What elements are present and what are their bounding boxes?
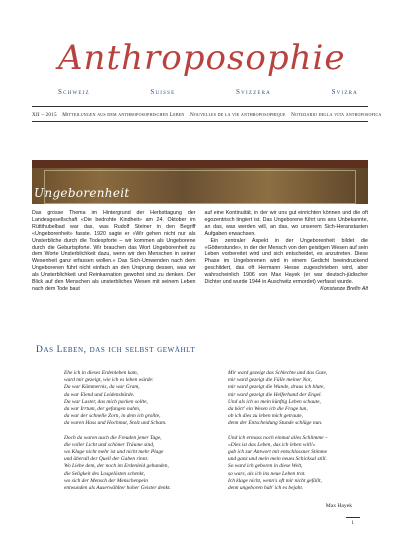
poem-line: Doch da waren auch die Freuden jener Tage, <box>64 434 162 441</box>
article-paragraph: auf eine Kontinuität, in der wir uns gut einrichten können und die oft egozentrisch tingiert ist. Das Ungeborene führt uns ans Unbekannte, an das, was werden will, an das, wo unserem Sich-Heranstasten Aufgaben erwachsen. <box>204 210 368 237</box>
poem-column-right <box>228 370 364 499</box>
poem-line: mir ward gezeigt die Wunde, draus ich blute, <box>228 384 325 391</box>
poem-stanza <box>228 370 364 428</box>
poem-line: Und ich ermass noch einmal alles Schlimme – <box>228 434 328 441</box>
article-paragraph: Das grosse Thema im Hintergrund der Herbsttagung der Landesgesellschaft «Die bedrohte Kindheit» am 24. Oktober im Rüttihubelbad war das, was Rudolf Steiner in den Begriff «Ungeborenheit» fasste. 1920 sagte er «Wir gehen nicht nur als Unsterbliche durch die Todespforte – wir kommen als Ungeborene durch die Geburtspforte. Wir brauchen das Wort Ungeborenheit zu dem Worte Unsterblichkeit dazu, wenn wir den Menschen in seiner Wesenheit ganz erfassen wollen.» Das Sich-Umwenden nach dem Ungeborenen führt nicht einfach an den Ursprung dessen, was wir als Unsterblichkeit und Reinkarnation gewohnt sind zu denken. Der Blick auf den Menschen als unsterbliches Wesen mit seinem Leben nach dem Tode baut <box>32 210 196 292</box>
country-suisse: Suisse <box>150 88 176 96</box>
country-schweiz: Schweiz <box>58 88 90 96</box>
poem-line: Und als ich so mein künftig Leben schaute, <box>228 398 321 405</box>
poem-stanza <box>228 435 364 493</box>
poem-body <box>64 370 364 499</box>
poem-line: mir ward gezeigt die Fülle meiner Not, <box>228 377 312 384</box>
poem-line: wo Klage nicht mehr ist und nicht mehr Plage <box>64 449 164 456</box>
poem-column-left <box>64 370 200 499</box>
poem-line: mir ward gezeigt die Helferhand der Engel. <box>228 391 322 398</box>
article-banner-image <box>32 160 368 204</box>
poem-line: ob ich dies zu leben mich getraute, <box>228 413 304 420</box>
poem-line: und überall der Quell der Gaben rinnt. <box>64 456 149 463</box>
poem-author: Max Hayek <box>325 503 352 509</box>
poem-line: gab ich zur Antwort mit entschlossner Stimme <box>228 449 328 456</box>
country-svizra: Svizra <box>331 88 358 96</box>
poem-line: Ich klage nicht, wenn's oft mir nicht gefällt, <box>228 477 322 484</box>
poem-line: da war Elend und Leidensbürde. <box>64 391 135 398</box>
header-rule-bottom <box>32 121 368 122</box>
article-author: Konstanze Brefin Alt <box>320 285 368 292</box>
poem-line: So ward ich geboren in diese Welt, <box>228 463 303 470</box>
article-column-right <box>205 210 369 293</box>
poem-stanza <box>64 370 200 428</box>
poem-line: da hört' ein Wesen ich die Frage tun, <box>228 406 308 413</box>
issue-line <box>32 112 382 118</box>
poem-line: Da war Kümmernis, da war Gram, <box>64 384 140 391</box>
masthead <box>58 38 358 82</box>
article-title: Ungeborenheit <box>34 186 130 200</box>
poem-line: die Seligkeit des Losgelösten schenkt, <box>64 470 145 477</box>
poem-line: Mir ward gezeigt das Schlechte und das Gute, <box>228 370 328 376</box>
poem-line: Ehe ich in dieses Erdenleben kam, <box>64 370 139 376</box>
issue-part-it: Notiziario della vita antroposofica <box>291 112 382 118</box>
issue-part-fr: Nouvelles de la vie anthroposophique <box>189 112 286 118</box>
poem-stanza <box>64 435 200 493</box>
issue-part-de: Mitteilungen aus dem anthroposophischen Leben <box>62 112 185 118</box>
issue-number: XII – 2015 <box>32 112 57 118</box>
page-number-rule <box>346 517 360 518</box>
country-svizzera: Svizzera <box>236 88 271 96</box>
poem-line: Da war Laster, das mich packen sollte, <box>64 398 148 405</box>
poem-line: entwunden als Auserwählter hoher Geister denkt. <box>64 485 171 492</box>
poem-line: denn ungeboren hab' ich es bejaht. <box>228 485 304 492</box>
poem-line: da war Irrtum, der gefangen nahm, <box>64 406 141 413</box>
poem-line: da war der schnelle Zorn, in dem ich grollte, <box>64 413 161 420</box>
article-column-left <box>32 210 196 293</box>
article-body <box>32 210 368 293</box>
poem-line: denn der Entscheidung Stunde schlüge nun. <box>228 420 323 427</box>
article-paragraph: Ein zentraler Aspekt in der Ungeborenheit bildet die «Götterstunde», in der der Mensch von den geistigen Wesen auf sein Leben vorbereitet wird und sich entscheidet, es anzutreten. Diese Phase im Ungeborenen wird in einem Gedicht beeindruckend geschildert, das oft Hermann Hesse zugeschrieben wird, aber wahrscheinlich 1906 von Max Hayek (er war deutsch-jüdischer Dichter und wurde 1944 in Auschwitz ermordet) verfasst wurde. <box>204 237 368 286</box>
poem-title: Das Leben, das ich selbst gewählt <box>36 345 196 355</box>
poem-line: Wo Liebe dem, der noch im Erdenleid gebunden, <box>64 463 169 470</box>
header-rule-top <box>32 106 368 107</box>
poem-line: und ganz und mein mein neues Schicksal still. <box>228 456 327 463</box>
masthead-title: Anthroposophie <box>58 38 346 78</box>
poem-line: wo sich der Mensch der Menschenpein <box>64 477 148 484</box>
poem-line: ward mir gezeigt, wie ich es leben würde: <box>64 377 154 384</box>
poem-line: da waren Hass und Hochmut, Stolz und Scham. <box>64 420 167 427</box>
poem-line: die voller Licht und schöner Träume sind, <box>64 441 155 448</box>
poem-line: «Dies ist das Leben, das ich leben will!» <box>228 441 316 448</box>
page-number: 1 <box>351 520 354 526</box>
country-names <box>58 88 358 96</box>
poem-line: so wars, als ich ins neue Leben trat. <box>228 470 306 477</box>
